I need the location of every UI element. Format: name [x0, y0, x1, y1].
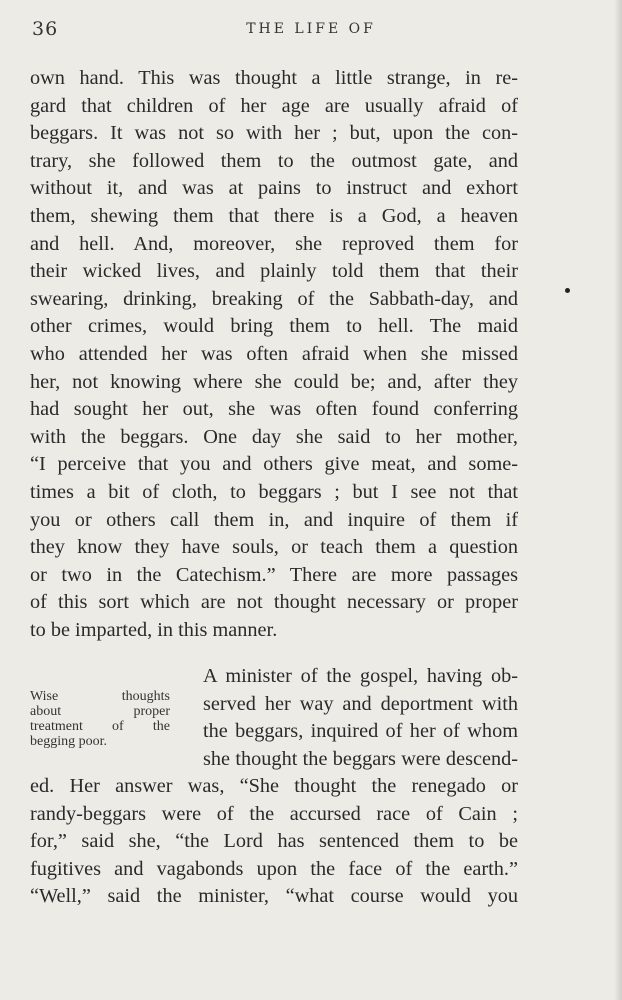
text-line: other crimes, would bring them to hell. The maid	[30, 315, 518, 338]
indented-text-block	[203, 663, 518, 773]
main-text-block	[30, 65, 518, 644]
continued-text-block	[30, 773, 518, 911]
text-line: served her way and deportment with	[203, 692, 518, 715]
text-line: without it, and was at pains to instruct and exhort	[30, 177, 518, 200]
text-line: or two in the Catechism.” There are more passages	[30, 563, 518, 586]
text-line: swearing, drinking, breaking of the Sabbath-day, and	[30, 287, 518, 310]
text-line: they know they have souls, or teach them a question	[30, 536, 518, 559]
text-line: them, shewing them that there is a God, a heaven	[30, 204, 518, 227]
text-line: she thought the beggars were descend-	[203, 747, 518, 770]
text-line: “Well,” said the minister, “what course would you	[30, 885, 518, 908]
page-number: 36	[32, 18, 59, 40]
text-line: fugitives and vagabonds upon the face of the earth.”	[30, 857, 518, 880]
running-head: THE LIFE OF	[246, 21, 376, 37]
margin-note-line: Wise thoughts	[30, 689, 170, 704]
text-line: own hand. This was thought a little strange, in re-	[30, 67, 518, 89]
text-line: their wicked lives, and plainly told them that their	[30, 260, 518, 283]
page-edge-shadow	[614, 0, 622, 1000]
text-line: you or others call them in, and inquire of them if	[30, 508, 518, 531]
text-line: A minister of the gospel, having ob-	[203, 665, 518, 687]
margin-note-line: begging poor.	[30, 734, 107, 749]
text-line: the beggars, inquired of her of whom	[203, 720, 518, 743]
text-line: trary, she followed them to the outmost gate, and	[30, 149, 518, 172]
margin-note	[30, 689, 170, 749]
text-line: randy-beggars were of the accursed race of Cain ;	[30, 802, 518, 825]
text-line: times a bit of cloth, to beggars ; but I see not that	[30, 480, 518, 503]
text-line: her, not knowing where she could be; and, after they	[30, 370, 518, 393]
text-line: with the beggars. One day she said to her mother,	[30, 425, 518, 448]
text-line: and hell. And, moreover, she reproved them for	[30, 232, 518, 255]
text-line: for,” said she, “the Lord has sentenced them to be	[30, 830, 518, 853]
text-line: ed. Her answer was, “She thought the renegado or	[30, 775, 518, 797]
page-header	[32, 18, 590, 48]
text-line: beggars. It was not so with her ; but, upon the con-	[30, 122, 518, 145]
text-line: had sought her out, she was often found conferring	[30, 398, 518, 421]
margin-note-line: about proper	[30, 704, 170, 719]
text-line: who attended her was often afraid when she missed	[30, 342, 518, 365]
text-line: to be imparted, in this manner.	[30, 618, 278, 641]
margin-note-line: treatment of the	[30, 719, 170, 734]
text-line: gard that children of her age are usually afraid of	[30, 94, 518, 117]
ink-spot	[565, 288, 570, 293]
text-line: “I perceive that you and others give meat, and some-	[30, 453, 518, 476]
text-line: of this sort which are not thought necessary or proper	[30, 591, 518, 614]
